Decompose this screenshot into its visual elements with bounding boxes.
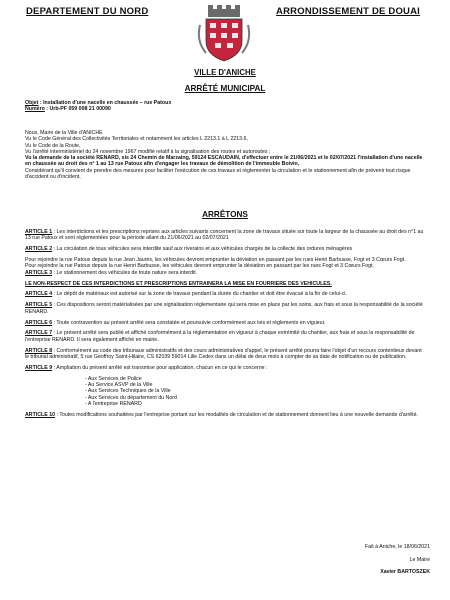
- article-7: ARTICLE 7 : Le présent arrêté sera publié et affiché conformément à la réglementation en vigueur à chaque extrémité du chantier, aux frais et sous la responsabilité de l'entreprise RENARD. Il sera également affiché en mairie.: [25, 330, 415, 343]
- recipient-list: [85, 376, 425, 407]
- arrondissement-header: ARRONDISSEMENT DE DOUAI: [276, 6, 420, 17]
- list-item: - A l'entreprise RENARD: [85, 401, 425, 407]
- department-header: DEPARTEMENT DU NORD: [26, 6, 149, 17]
- article-2-detour-2: Pour rejoindre la rue Patoux depuis la rue Henri Barbusse, les véhicules devront emprunter la déviation en passant par les rues Fogt et 3 Cœurs Fogt.: [25, 263, 375, 270]
- articles: [25, 229, 425, 423]
- list-item: - Aux Services du département du Nord: [85, 395, 425, 401]
- preamble-line: Vu l'arrêté interministériel du 24 novembre 1967 modifié relatif à la signalisation des routes et autoroutes ;: [25, 148, 271, 155]
- signatory-role: Le Maire: [409, 556, 430, 563]
- preamble-line: Vu le Code Général des Collectivités Territoriales et notamment les articles L 2213.1 à L 2213.6,: [25, 136, 248, 143]
- decree-title: ARRÊTÉ MUNICIPAL: [184, 84, 266, 93]
- article-5: ARTICLE 5 : Ces dispositions seront matérialisées par une signalisation réglementaire qui sera mise en place par les soins, aux frais et sous la responsabilité de la société RENARD.: [25, 302, 423, 315]
- preamble-line: Considérant qu'il convient de prendre des mesures pour faciliter l'exécution de ces travaux et réglementer la circulation et le stationnement afin de prévenir tout risque d'accident ou d'incident,: [25, 167, 411, 181]
- article-2-detour-1: Pour rejoindre la rue Patoux depuis la rue Jean Jaurès, les véhicules devront emprunter la déviation en passant par les rues Henri Barbusse, Fogt et 3 Cœurs Fogt.: [25, 257, 406, 264]
- decree-subject: [25, 100, 425, 113]
- article-2: ARTICLE 2 : La circulation de tous véhicules sera interdite sauf aux riverains et aux véhicules chargés de la collecte des ordures ménagères: [25, 246, 353, 253]
- list-item: - Aux Services de Police: [85, 376, 425, 382]
- article-10: ARTICLE 10 : Toutes modifications souhaitées par l'entreprise portant sur les modalités de circulation et de stationnement donnent lieu à une nouvelle demande d'arrêté.: [25, 411, 418, 418]
- preamble-line: Vu le Code de la Route,: [25, 142, 81, 149]
- article-3: ARTICLE 3 : Le stationnement des véhicules de toute nature sera interdit.: [25, 269, 198, 276]
- preamble-line: Vu la demande de la société RENARD, sis 24 Chemin de Marzaing, 59124 ESCAUDAIN, d'effectuer entre le 21/06/2021 et le 02/07/2021 l'installation d'une nacelle en chaussée au droit des n° 1 au 13 rue Patoux afin d'engager les travaux de démolition de l'immeuble Boivin,: [25, 155, 423, 168]
- article-6: ARTICLE 6 : Toute contravention au présent arrêté sera constatée et poursuivie conformément aux lois et règlements en vigueur.: [25, 319, 326, 326]
- preamble: [25, 130, 425, 180]
- impound-warning: LE NON-RESPECT DE CES INTERDICTIONS ET PRESCRIPTIONS ENTRAINERA LA MISE EN FOURRIERE DES VEHICULES.: [25, 280, 332, 287]
- signatory-name: Xavier BARTOSZEK: [380, 569, 430, 575]
- numero-text: : Urb-PF 059 008 21 00090: [44, 106, 111, 113]
- arretons-heading: ARRÊTONS: [202, 210, 248, 219]
- place-date: Fait à Aniche, le 18/06/2021: [364, 544, 430, 550]
- list-item: - Aux Services Techniques de la Ville: [85, 388, 425, 394]
- list-item: - Au Service ASVP de la Ville: [85, 382, 425, 388]
- article-4: ARTICLE 4 : Le dépôt de matériaux est autorisé sur la zone de travaux pendant la durée du chantier et doit être évacué à la fin de celui-ci.: [25, 291, 347, 298]
- numero-label: Numéro: [25, 106, 45, 113]
- objet-text: : Installation d'une nacelle en chaussée – rue Patoux: [38, 100, 172, 106]
- preamble-line: Nous, Maire de la Ville d'ANICHE: [25, 130, 103, 136]
- article-8: ARTICLE 8 : Conformément au code des tribunaux administratifs et des cours administratives d'appel, le présent arrêté pourra faire l'objet d'un recours contentieux devant le tribunal administratif, 5 rue Geoffroy Saint-Hilaire, CS 62039 59014 Lille Cedex dans un délai de deux mois à compter de sa date de notification ou de publication.: [25, 347, 422, 360]
- article-9: ARTICLE 9 : Ampliation du présent arrêté est transmise pour application, chacun en ce qui le concerne :: [25, 364, 268, 371]
- signature-block: [300, 544, 430, 582]
- objet-label: Objet: [25, 100, 39, 106]
- town-title: VILLE D'ANICHE: [194, 68, 256, 77]
- article-1: ARTICLE 1 : Les interdictions et les prescriptions reprises aux articles suivants concernent la zone de travaux située sur toute la largeur de la chaussée au droit des n°1 au 13 rue Patoux et sont réglementées pour la période allant du 21/06/2021 au 02/07/2021: [25, 229, 424, 242]
- town-crest-icon: [196, 5, 252, 63]
